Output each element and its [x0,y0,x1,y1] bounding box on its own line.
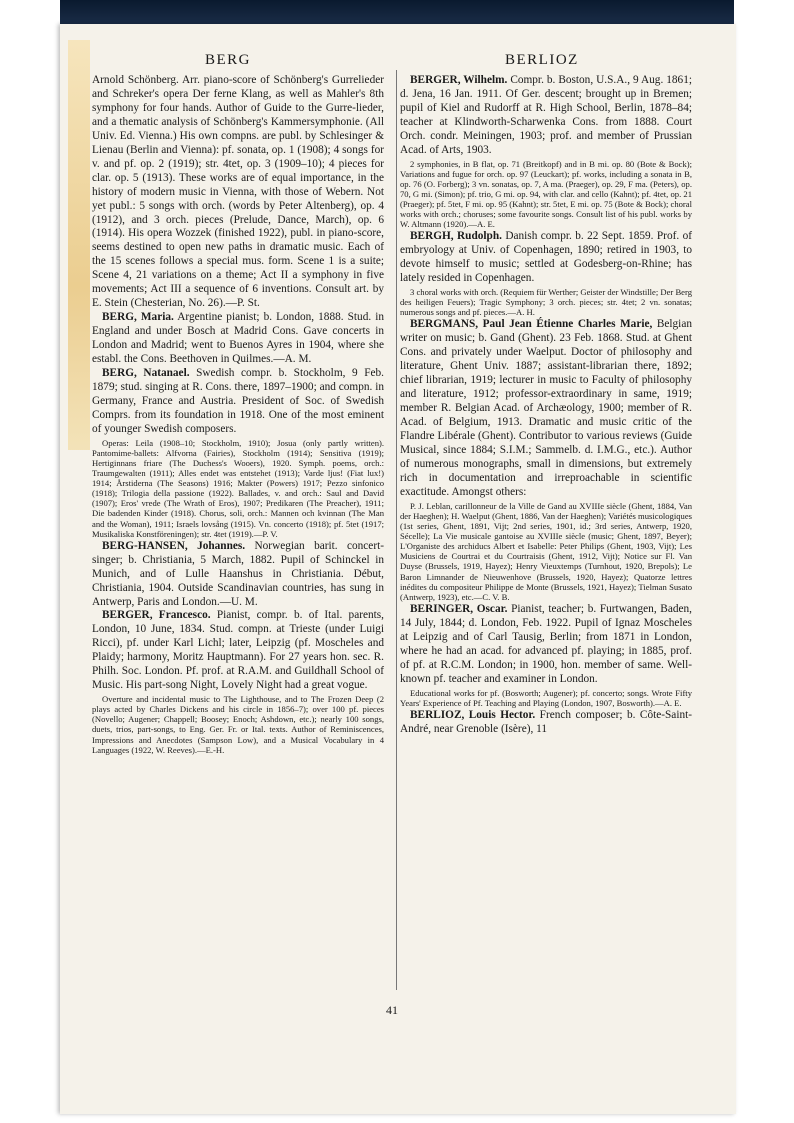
entry-headword: BERGER, Wilhelm. [410,74,508,86]
entry-body: Compr. b. Boston, U.S.A., 9 Aug. 1861; d. Jena, 16 Jan. 1911. Of Ger. descent; brought up in Bremen; pupil of Kiel and Rudorff at R. High School, Berlin, 1878–84; teacher at Klindworth-Scharwenka Cons. from 1888. Court Orch. condr. Meiningen, 1903; prof. and member of Prussian Acad. of Arts, 1903. [400,74,692,156]
column-rule [396,70,397,990]
works-list: Overture and incidental music to The Lighthouse, and to The Frozen Deep (2 plays acted by Charles Dickens and his circle in 1856–7); over 100 pf. pieces (Novello; Augener; Chappell; Boosey; Enoch; Ashdown, etc.); nearly 100 songs, duets, trios, part-songs, to Eng. Ger. Fr. or Ital. texts. Author of Reminiscences, Impressions and Anecdotes (Sampson Low), and a Musical Vocabulary in 4 Languages (1922, W. Reeves).—E.-H. [92,694,384,755]
entry-headword: BERG, Maria. [102,311,174,324]
works-list: Operas: Leila (1908–10; Stockholm, 1910); Josua (only partly written). Pantomime-ballets: Alfvorna (Fairies), Stockholm (1914); Sensitiva (1919); Hertiginnans friare (The Duchess's Wooers), 1920. Symph. poems, orch.: Traumgewalten (1911); Alles endet was entstehet (1913); Varde ljus! (Fiat lux!) 1914; Årstiderna (The Seasons) 1916; Makter (Powers) 1917; Pezzo sinfonico (1918); Trilogia della passione (1922). Ballades, v. and orch.: Saul and David (1907); Eros' vrede (The Wrath of Eros), 1907; Predikaren (The Preacher), 1911; Die badenden Kinder (1918). Chorus, soli, orch.: Mannen och kvinnan (The Man and the Woman), 1911; Israels lovsång (1915). Vn. concerto (1918); pf. 5tet (1917; Musikaliska Konstföreningen); str. 4tet (1919).—P. V. [92,437,384,539]
entry [400,230,692,286]
entry-headword: BERGH, Rudolph. [410,230,502,243]
header-left: BERG [205,52,252,68]
entry-body: Swedish compr. b. Stockholm, 9 Feb. 1879; stud. singing at R. Cons. there, 1897–1900; and compn. in Germany, France and Austria. President of Soc. of Swedish Comprs. from its foundation in 1918. One of the most eminent of younger Swedish composers. [92,367,384,435]
entry-body: Norwegian barit. concert-singer; b. Christiania, 5 March, 1882. Pupil of Schinckel in Munich, and of Lulle Haanshus in Christiania. Début, Christiania, 1904. Outside Scandinavian countries, has sung in Antwerp, Paris and London.—U. M. [92,539,384,608]
entry-headword: BERGER, Francesco. [102,609,211,622]
entry-body: Belgian writer on music; b. Gand (Ghent). 23 Feb. 1868. Stud. at Ghent Cons. and privately under Waelput. Doctor of philosophy and literature, Ghent Univ. 1887; assistant-librarian there, 1892; chief librarian, 1919; lecturer in music to Faculty of philosophy and literature, 1912; professor-extraordinary in same, 1919; member R. Belgian Acad. of Archæology, 1900; member of R. Acad. of Belgium, 1913. Dramatic and music critic of the Flandre Libérale (Ghent). Contributor to various reviews (Guide Musical, since 1884; S.I.M.; Sammelb. d. I.M.G., etc.). Author of numerous monographs, small in dimensions, but extremely rich in documentation and irreproachable in scientific exactitude. Amongst others: [400,318,692,498]
paragraph: Arnold Schönberg. Arr. piano-score of Schönberg's Gurrelieder and Schreker's opera Der ferne Klang, as well as Mahler's 8th symphony for four hands. Author of Guide to the Gurre-lieder, and a thematic analysis of Schönberg's Kammersymphonie. (All Univ. Ed. Vienna.) His own compns. are publ. by Schlesinger & Lienau (Berlin and Vienna): pf. sonata, op. 1 (1908); 4 songs for v. and pf. op. 2 (1919); str. 4tet, op. 3 (1909–10); 4 pieces for clar. op. 5 (1913). These works are of equal importance, in the history of modern music in Vienna, with those of Webern. Not yet publ.: 5 songs with orch. (words by Peter Altenberg), op. 4 (1912), and 3 orch. pieces (Prelude, Dance, March), op. 6 (1914). His opera Wozzek (finished 1922), publ. in piano-score, seems destined to open new paths in dramatic music. Each of the 15 scenes follows a special mus. form. Scene 1 is a suite; Scene 4, 21 variations on a theme; Act II a symphony in five movements; Act III a sequence of 6 inventions. Consult art. by E. Stein (Chesterian, No. 26).—P. St. [92,74,384,310]
entry-body: Argentine pianist; b. London, 1888. Stud. in England and under Bosch at Madrid Cons. Gave concerts in London and Madrid; went to Buenos Ayres in 1904, where she establ. the Cons. Beethoven in Quilmes.—A. M. [92,311,385,366]
paper-tab [68,40,90,450]
entry-body: French composer; b. Côte-Saint-André, near Grenoble (Isère), 11 [400,708,693,735]
entry-headword: BERG, Natanael. [102,367,190,380]
entry-body: Danish compr. b. 22 Sept. 1859. Prof. of embryology at Univ. of Copenhagen, 1890; retired in 1903, to devote himself to music; settled at Godesberg-on-Rhine; has lately resided in Copenhagen. [400,230,692,285]
entry-body: Pianist, teacher; b. Furtwangen, Baden, 14 July, 1844; d. London, Feb. 1922. Pupil of Ignaz Moscheles at Leipzig and of Carl Tausig, Berlin; from 1871 in London, where he had an acad. for advanced pf. playing; in 1885, prof. of pf. at R.C.M. London; in 1900, hon. member of same. Well-known pf. teacher and examiner in London. [400,602,692,685]
left-column [92,74,384,756]
entry [92,540,384,610]
entry [92,609,384,693]
entry-headword: BERGMANS, Paul Jean Étienne Charles Marie, [410,318,653,331]
entry [92,367,384,437]
works-list: Educational works for pf. (Bosworth; Augener); pf. concerto; songs. Wrote Fifty Years' Experience of Pf. Teaching and Playing (London, 1907, Bosworth).—A. E. [400,687,692,708]
top-strip [60,0,734,26]
entry [400,603,692,687]
entry [400,709,692,737]
works-list: 2 symphonies, in B flat, op. 71 (Breitkopf) and in B mi. op. 80 (Bote & Bock); Variations and fugue for orch. op. 97 (Leuckart); pf. works, including a sonata in B, op. 76 (O. Forberg); 3 vn. sonatas, op. 7, A ma. (Praeger), op. 29, F ma. (Peters), op. 70, G mi. (Simon); pf. trio, G mi. op. 94, with clar. and cello (Kahnt); pf. 4tet, op. 21 (Praeger); pf. 5tet, F mi. op. 95 (Kahnt); str. 5tet, E mi. op. 75 (Bote & Bock); choral works with orch.; choruses; some favourite songs. Consult list of his publ. works by W. Altmann (1920).—A. E. [400,158,692,230]
entry [92,311,384,367]
entry-headword: BERLIOZ, Louis Hector. [410,708,536,721]
right-column [400,74,692,737]
works-list: P. J. Leblan, carillonneur de la Ville de Gand au XVIIIe siècle (Ghent, 1884, Van der Haeghen); H. Waelput (Ghent, 1886, Van der Haeghen); Variétés musicologiques (1st series, Ghent, 1891, Vijt; 2nd series, 1901, id.; 3rd series, Antwerp, 1920, Sécelle); La Vie musicale gantoise au XVIIIe siècle (music; Ghent, 1897, Beyer); L'Organiste des archiducs Albert et Isabelle: Peter Philips (Ghent, 1903, Vijt); Les Musiciens de Courtrai et du Courtraisis (Ghent, 1912, Vijt); Notice sur Fl. Van Duyse (Brussels, 1919, Hayez); Henry Vieuxtemps (Turnhout, 1920, Brepols); Le Baron Limnander de Nieuwenhove (Brussels, 1920, Hayez); Quatorze lettres inédites du compositeur Philippe de Monte (Brussels, 1921, Hayez); Tielman Susato (Antwerp, 1923), etc.—C. V. B. [400,500,692,602]
works-list: 3 choral works with orch. (Requiem für Werther; Geister der Windstille; Der Berg des heiligen Feuers); Tragic Symphony; 3 orch. pieces; str. 4tet; 2 vn. sonatas; numerous songs and pf. pieces.—A. H. [400,287,692,318]
entry-headword: BERG-HANSEN, Johannes. [102,539,246,552]
header-right: BERLIOZ [505,52,579,68]
entry [400,318,692,499]
entry-headword: BERINGER, Oscar. [410,602,508,615]
entry-body: Pianist, compr. b. of Ital. parents, London, 10 June, 1834. Stud. compn. at Trieste (under Luigi Ricci), pf. under Karl Lichl; later, Leipzig (pf. Moscheles and Plaidy; harmony, Moritz Hauptmann). For 27 years hon. sec. R. Philh. Soc. London. Pf. prof. at R.A.M. and Guildhall School of Music. His part-song Night, Lovely Night had a great vogue. [92,609,384,692]
entry [400,74,692,158]
page-number: 41 [386,1003,398,1017]
